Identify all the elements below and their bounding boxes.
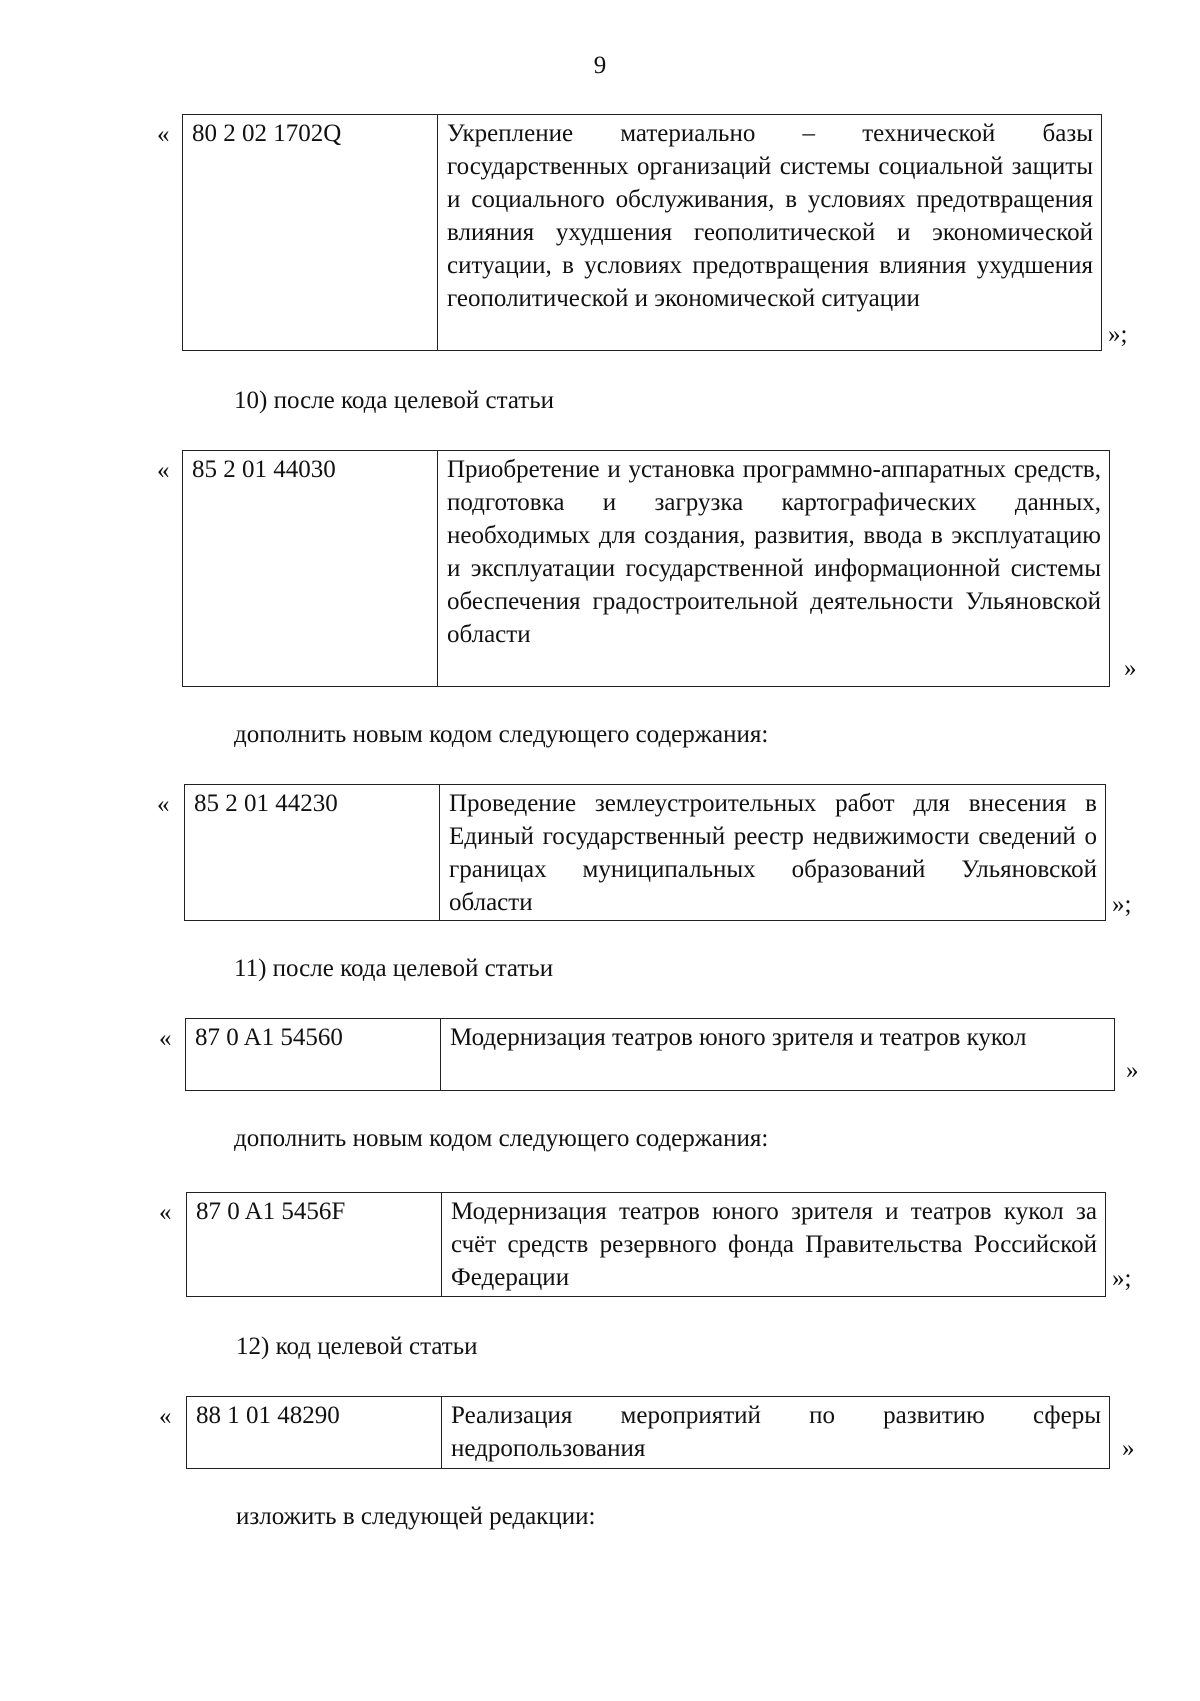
target-description-cell: Модернизация театров юного зрителя и театров кукол за счёт средств резервного фонда Правительства Российской Федерации [442, 1193, 1106, 1297]
paragraph-add-new-code: дополнить новым кодом следующего содержания: [234, 721, 769, 748]
closing-quote: »; [1112, 1265, 1132, 1292]
opening-quote: « [157, 457, 170, 484]
paragraph-item-10: 10) после кода целевой статьи [234, 387, 555, 414]
target-description-cell: Приобретение и установка программно-аппаратных средств, подготовка и загрузка картографических данных, необходимых для создания, развития, ввода в эксплуатацию и эксплуатации государственной информационной системы обеспечения градостроительной деятельности Ульяновской области [438, 451, 1110, 687]
opening-quote: « [159, 1403, 172, 1430]
opening-quote: « [157, 121, 170, 148]
target-code-cell: 87 0 A1 5456F [187, 1193, 442, 1297]
code-table-85-2-01-44030 [182, 450, 1110, 687]
closing-quote: »; [1112, 891, 1132, 918]
target-code-cell: 85 2 01 44230 [185, 785, 440, 921]
opening-quote: « [159, 1025, 172, 1052]
paragraph-set-new-wording: изложить в следующей редакции: [236, 1503, 596, 1530]
target-description-cell: Проведение землеустроительных работ для внесения в Единый государственный реестр недвижимости сведений о границах муниципальных образований Ульяновской области [440, 785, 1106, 921]
paragraph-item-12: 12) код целевой статьи [236, 1333, 478, 1360]
page-number: 9 [593, 52, 607, 79]
target-description-cell: Реализация мероприятий по развитию сферы недропользования [442, 1397, 1110, 1469]
closing-quote: » [1122, 1435, 1135, 1462]
target-code-cell: 80 2 02 1702Q [183, 115, 438, 351]
code-table-88-1-01-48290 [186, 1396, 1110, 1469]
opening-quote: « [157, 791, 170, 818]
closing-quote: » [1126, 1057, 1139, 1084]
paragraph-add-new-code: дополнить новым кодом следующего содержания: [234, 1125, 769, 1152]
target-description-cell: Укрепление материально – технической базы государственных организаций системы социальной защиты и социального обслуживания, в условиях предотвращения влияния ухудшения геополитической и экономической ситуации, в условиях предотвращения влияния ухудшения геополитической и экономической ситуации [438, 115, 1102, 351]
target-description-cell: Модернизация театров юного зрителя и театров кукол [441, 1019, 1115, 1091]
target-code-cell: 85 2 01 44030 [183, 451, 438, 687]
code-table-87-0-A1-5456F [186, 1192, 1106, 1297]
paragraph-item-11: 11) после кода целевой статьи [234, 955, 554, 982]
code-table-87-0-A1-54560 [185, 1018, 1115, 1091]
code-table-85-2-01-44230 [184, 784, 1106, 921]
closing-quote: »; [1108, 321, 1128, 348]
opening-quote: « [159, 1199, 172, 1226]
code-table-80-2-02-1702Q [182, 114, 1102, 351]
target-code-cell: 88 1 01 48290 [187, 1397, 442, 1469]
closing-quote: » [1124, 655, 1137, 682]
target-code-cell: 87 0 A1 54560 [186, 1019, 441, 1091]
